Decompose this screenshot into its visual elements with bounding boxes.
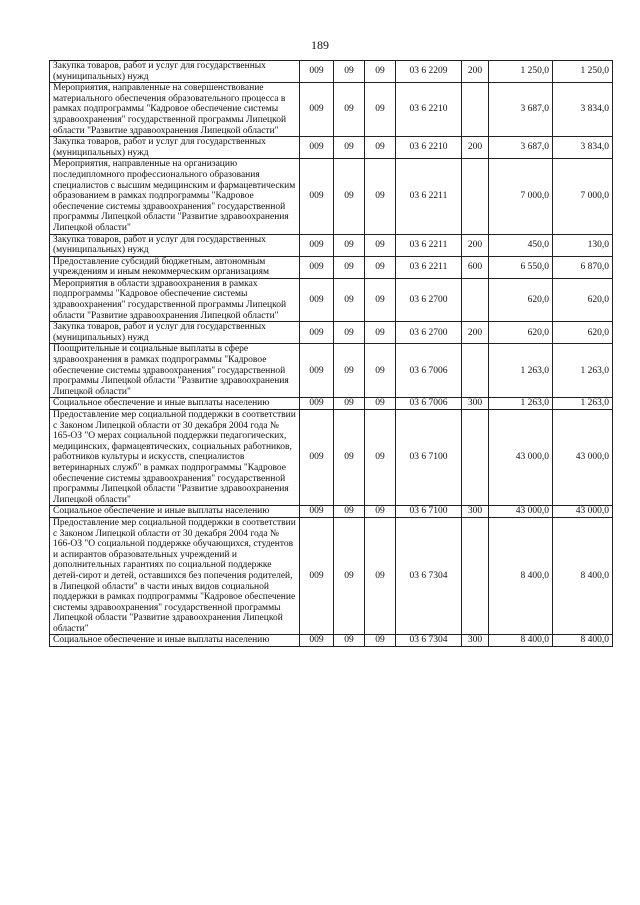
amount-year1-cell: 43 000,0: [489, 410, 553, 506]
ministry-code-cell: 009: [300, 159, 334, 234]
table-row: [50, 398, 613, 410]
table-row: [50, 83, 613, 137]
section-code-cell: 09: [334, 61, 365, 83]
target-article-cell: 03 6 2700: [396, 322, 462, 344]
item-name-cell: Социальное обеспечение и иные выплаты населению: [50, 635, 300, 647]
table-row: [50, 635, 613, 647]
budget-table-body: [50, 61, 613, 647]
amount-year2-cell: 8 400,0: [553, 517, 613, 635]
section-code-cell: 09: [334, 322, 365, 344]
subsection-code-cell: 09: [365, 410, 396, 506]
ministry-code-cell: 009: [300, 344, 334, 398]
target-article-cell: 03 6 2211: [396, 256, 462, 278]
target-article-cell: 03 6 7304: [396, 517, 462, 635]
target-article-cell: 03 6 7006: [396, 398, 462, 410]
subsection-code-cell: 09: [365, 278, 396, 321]
amount-year1-cell: 43 000,0: [489, 506, 553, 518]
target-article-cell: 03 6 2211: [396, 159, 462, 234]
section-code-cell: 09: [334, 635, 365, 647]
table-row: [50, 506, 613, 518]
amount-year2-cell: 620,0: [553, 322, 613, 344]
item-name-cell: Мероприятия в области здравоохранения в рамках подпрограммы "Кадровое обеспечение системы здравоохранения" государственной программы Липецкой области "Развитие здравоохранения Липецкой области": [50, 278, 300, 321]
budget-table: [49, 60, 613, 647]
section-code-cell: 09: [334, 410, 365, 506]
item-name-cell: Социальное обеспечение и иные выплаты населению: [50, 506, 300, 518]
amount-year1-cell: 620,0: [489, 278, 553, 321]
target-article-cell: 03 6 7100: [396, 410, 462, 506]
expense-type-cell: 300: [462, 506, 489, 518]
section-code-cell: 09: [334, 398, 365, 410]
amount-year1-cell: 1 250,0: [489, 61, 553, 83]
subsection-code-cell: 09: [365, 344, 396, 398]
target-article-cell: 03 6 2210: [396, 83, 462, 137]
ministry-code-cell: 009: [300, 635, 334, 647]
item-name-cell: Предоставление мер социальной поддержки в соответствии с Законом Липецкой области от 30 декабря 2004 года № 166-ОЗ "О социальной поддержке обучающихся, студентов и аспирантов образовательных учреждений и дополнительных гарантиях по социальной поддержке детей-сирот и детей, оставшихся без попечения родителей, в Липецкой области" в части иных видов социальной поддержки в рамках подпрограммы "Кадровое обеспечение системы здравоохранения" государственной программы Липецкой области "Развитие здравоохранения Липецкой области": [50, 517, 300, 635]
amount-year1-cell: 450,0: [489, 234, 553, 256]
item-name-cell: Закупка товаров, работ и услуг для государственных (муниципальных) нужд: [50, 61, 300, 83]
item-name-cell: Предоставление мер социальной поддержки в соответствии с Законом Липецкой области от 30 декабря 2004 года № 165-ОЗ "О мерах социальной поддержки педагогических, медицинских, фармацевтических, социальных работников, работников культуры и искусств, специалистов ветеринарных служб" в рамках подпрограммы "Кадровое обеспечение системы здравоохранения" государственной программы Липецкой области "Развитие здравоохранения Липецкой области": [50, 410, 300, 506]
table-row: [50, 61, 613, 83]
subsection-code-cell: 09: [365, 506, 396, 518]
subsection-code-cell: 09: [365, 234, 396, 256]
expense-type-cell: [462, 83, 489, 137]
subsection-code-cell: 09: [365, 61, 396, 83]
table-row: [50, 234, 613, 256]
amount-year1-cell: 1 263,0: [489, 398, 553, 410]
ministry-code-cell: 009: [300, 278, 334, 321]
item-name-cell: Мероприятия, направленные на организацию последипломного профессионального образования специалистов с высшим медицинским и фармацевтическим образованием в рамках подпрограммы "Кадровое обеспечение системы здравоохранения" государственной программы Липецкой области "Развитие здравоохранения Липецкой области": [50, 159, 300, 234]
amount-year2-cell: 1 250,0: [553, 61, 613, 83]
section-code-cell: 09: [334, 234, 365, 256]
section-code-cell: 09: [334, 83, 365, 137]
amount-year1-cell: 620,0: [489, 322, 553, 344]
section-code-cell: 09: [334, 159, 365, 234]
ministry-code-cell: 009: [300, 137, 334, 159]
amount-year2-cell: 43 000,0: [553, 410, 613, 506]
amount-year2-cell: 1 263,0: [553, 344, 613, 398]
section-code-cell: 09: [334, 256, 365, 278]
target-article-cell: 03 6 2210: [396, 137, 462, 159]
item-name-cell: Поощрительные и социальные выплаты в сфере здравоохранения в рамках подпрограммы "Кадровое обеспечение системы здравоохранения" государственной программы Липецкой области "Развитие здравоохранения Липецкой области": [50, 344, 300, 398]
subsection-code-cell: 09: [365, 83, 396, 137]
item-name-cell: Предоставление субсидий бюджетным, автономным учреждениям и иным некоммерческим организациям: [50, 256, 300, 278]
expense-type-cell: 200: [462, 234, 489, 256]
subsection-code-cell: 09: [365, 137, 396, 159]
section-code-cell: 09: [334, 278, 365, 321]
target-article-cell: 03 6 7100: [396, 506, 462, 518]
expense-type-cell: 200: [462, 322, 489, 344]
section-code-cell: 09: [334, 506, 365, 518]
target-article-cell: 03 6 2211: [396, 234, 462, 256]
item-name-cell: Закупка товаров, работ и услуг для государственных (муниципальных) нужд: [50, 234, 300, 256]
expense-type-cell: [462, 278, 489, 321]
ministry-code-cell: 009: [300, 398, 334, 410]
section-code-cell: 09: [334, 344, 365, 398]
subsection-code-cell: 09: [365, 322, 396, 344]
amount-year1-cell: 3 687,0: [489, 83, 553, 137]
ministry-code-cell: 009: [300, 506, 334, 518]
item-name-cell: Социальное обеспечение и иные выплаты населению: [50, 398, 300, 410]
amount-year2-cell: 6 870,0: [553, 256, 613, 278]
ministry-code-cell: 009: [300, 517, 334, 635]
target-article-cell: 03 6 2700: [396, 278, 462, 321]
amount-year2-cell: 3 834,0: [553, 83, 613, 137]
subsection-code-cell: 09: [365, 159, 396, 234]
target-article-cell: 03 6 2209: [396, 61, 462, 83]
table-row: [50, 159, 613, 234]
amount-year2-cell: 620,0: [553, 278, 613, 321]
table-row: [50, 410, 613, 506]
expense-type-cell: 600: [462, 256, 489, 278]
subsection-code-cell: 09: [365, 398, 396, 410]
ministry-code-cell: 009: [300, 234, 334, 256]
target-article-cell: 03 6 7304: [396, 635, 462, 647]
expense-type-cell: [462, 159, 489, 234]
amount-year2-cell: 130,0: [553, 234, 613, 256]
subsection-code-cell: 09: [365, 517, 396, 635]
item-name-cell: Закупка товаров, работ и услуг для государственных (муниципальных) нужд: [50, 137, 300, 159]
ministry-code-cell: 009: [300, 410, 334, 506]
amount-year2-cell: 7 000,0: [553, 159, 613, 234]
item-name-cell: Мероприятия, направленные на совершенствование материального обеспечения образовательного процесса в рамках подпрограммы "Кадровое обеспечение системы здравоохранения" государственной программы Липецкой области "Развитие здравоохранения Липецкой области": [50, 83, 300, 137]
amount-year2-cell: 43 000,0: [553, 506, 613, 518]
table-row: [50, 278, 613, 321]
amount-year2-cell: 1 263,0: [553, 398, 613, 410]
page-number: 189: [311, 38, 329, 52]
table-row: [50, 344, 613, 398]
target-article-cell: 03 6 7006: [396, 344, 462, 398]
amount-year1-cell: 8 400,0: [489, 635, 553, 647]
table-row: [50, 517, 613, 635]
expense-type-cell: 200: [462, 61, 489, 83]
expense-type-cell: 200: [462, 137, 489, 159]
ministry-code-cell: 009: [300, 256, 334, 278]
amount-year1-cell: 6 550,0: [489, 256, 553, 278]
expense-type-cell: 300: [462, 635, 489, 647]
section-code-cell: 09: [334, 517, 365, 635]
subsection-code-cell: 09: [365, 256, 396, 278]
amount-year2-cell: 8 400,0: [553, 635, 613, 647]
expense-type-cell: 300: [462, 398, 489, 410]
ministry-code-cell: 009: [300, 61, 334, 83]
amount-year1-cell: 8 400,0: [489, 517, 553, 635]
ministry-code-cell: 009: [300, 322, 334, 344]
table-row: [50, 256, 613, 278]
item-name-cell: Закупка товаров, работ и услуг для государственных (муниципальных) нужд: [50, 322, 300, 344]
table-row: [50, 137, 613, 159]
subsection-code-cell: 09: [365, 635, 396, 647]
amount-year2-cell: 3 834,0: [553, 137, 613, 159]
table-row: [50, 322, 613, 344]
ministry-code-cell: 009: [300, 83, 334, 137]
section-code-cell: 09: [334, 137, 365, 159]
amount-year1-cell: 7 000,0: [489, 159, 553, 234]
expense-type-cell: [462, 410, 489, 506]
amount-year1-cell: 1 263,0: [489, 344, 553, 398]
expense-type-cell: [462, 344, 489, 398]
expense-type-cell: [462, 517, 489, 635]
amount-year1-cell: 3 687,0: [489, 137, 553, 159]
